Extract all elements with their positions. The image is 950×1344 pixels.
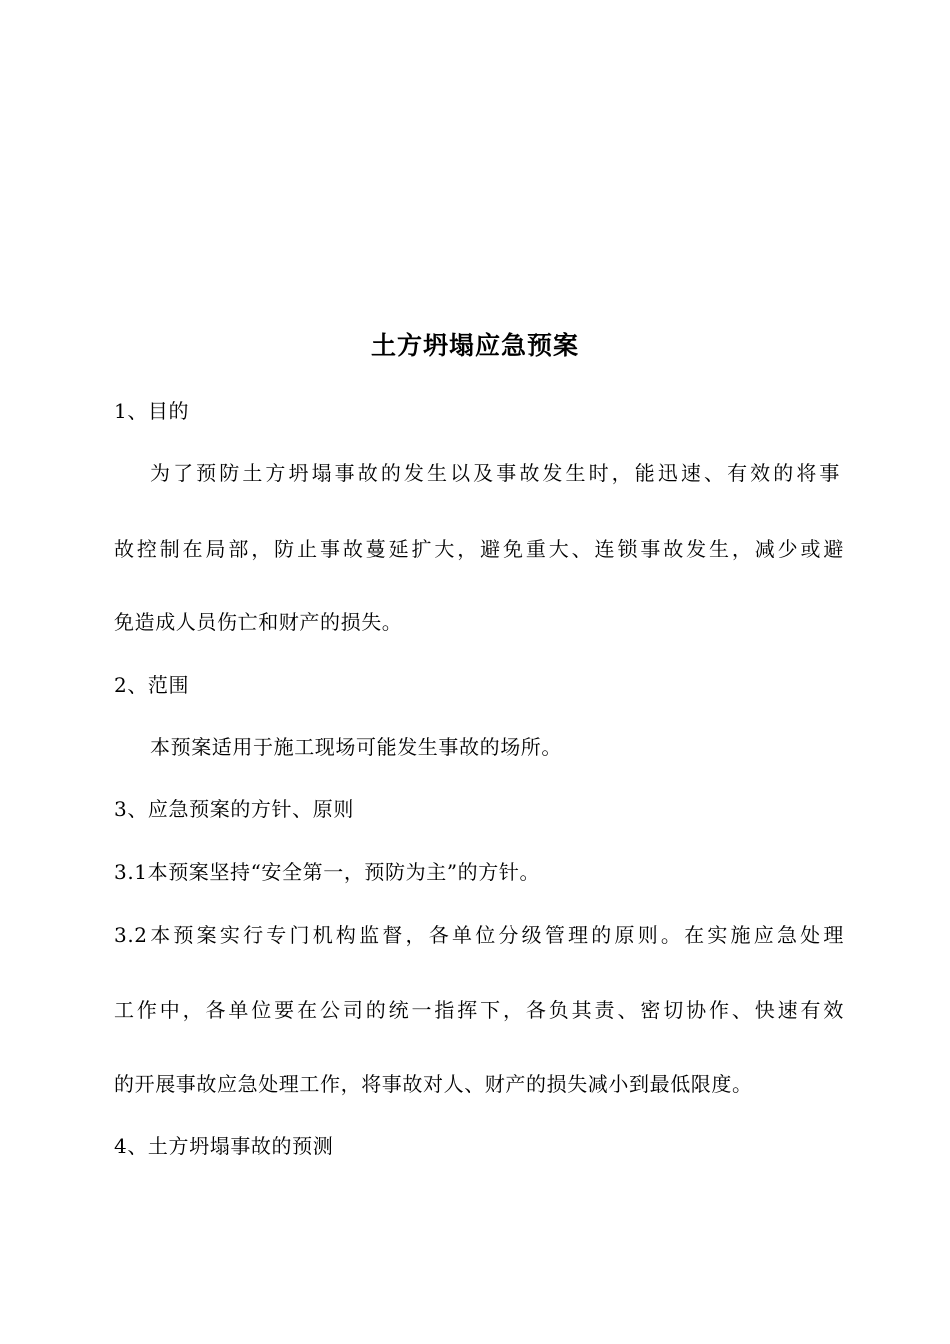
section-heading-scope: 2、范围 [114, 673, 190, 697]
paragraph-line: 故控制在局部，防止事故蔓延扩大，避免重大、连锁事故发生，减少或避 [114, 537, 844, 561]
paragraph-line: 免造成人员伤亡和财产的损失。 [114, 610, 403, 634]
section-heading-purpose: 1、目的 [114, 399, 190, 423]
paragraph-line: 本预案适用于施工现场可能发生事故的场所。 [150, 735, 562, 759]
paragraph-line: 工作中，各单位要在公司的统一指挥下，各负其责、密切协作、快速有效 [114, 998, 844, 1022]
clause-3-2: 3.2本预案实行专门机构监督，各单位分级管理的原则。在实施应急处理 [114, 923, 844, 947]
paragraph-line: 的开展事故应急处理工作，将事故对人、财产的损失减小到最低限度。 [114, 1072, 753, 1096]
paragraph-line: 为了预防土方坍塌事故的发生以及事故发生时，能迅速、有效的将事 [150, 461, 840, 485]
section-heading-prediction: 4、土方坍塌事故的预测 [114, 1134, 334, 1158]
section-heading-principles: 3、应急预案的方针、原则 [114, 797, 354, 821]
clause-3-1: 3.1本预案坚持“安全第一，预防为主”的方针。 [114, 860, 541, 884]
document-title: 土方坍塌应急预案 [370, 331, 579, 360]
